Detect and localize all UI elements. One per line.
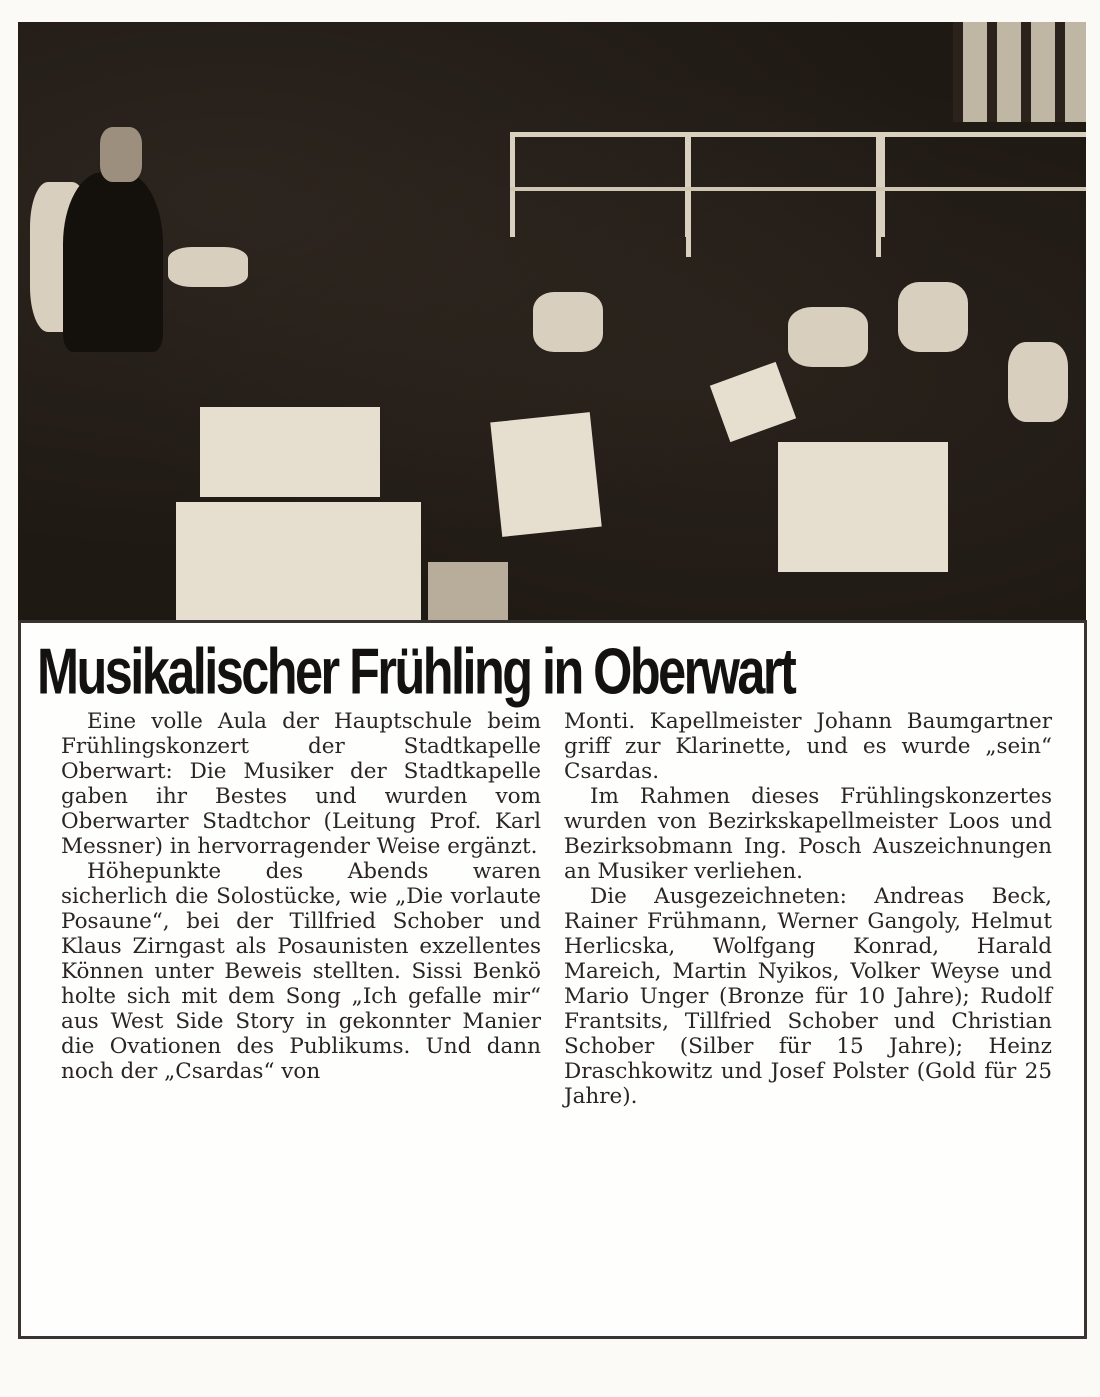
headline: Musikalischer Frühling in Oberwart bbox=[37, 635, 795, 708]
article-column-right bbox=[564, 709, 1052, 1109]
article-box bbox=[18, 620, 1087, 1339]
photo-musician bbox=[1008, 342, 1068, 422]
photo-window bbox=[686, 132, 881, 257]
paragraph: Eine volle Aula der Hauptschule beim Frühlingskonzert der Stadtkapelle Oberwart: Die Musiker der Stadtkapelle gaben ihr Bestes und wurden vom Oberwarter Stadtchor (Leitung Prof. Karl Messner) in hervorragender Weise ergänzt. bbox=[61, 709, 541, 859]
paragraph: Höhepunkte des Abends waren sicherlich die Solostücke, wie „Die vorlaute Posaune“, bei der Tillfried Schober und Klaus Zirngast als Posaunisten exzellentes Können unter Beweis stellten. Sissi Benkö holte sich mit dem Song „Ich gefalle mir“ aus West Side Story in gekonnter Manier die Ovationen des Publikums. Und dann noch der „Csardas“ von bbox=[61, 859, 541, 1084]
photo-window bbox=[510, 132, 690, 237]
photo-sheet-music bbox=[200, 407, 380, 497]
photo-window bbox=[880, 132, 1086, 237]
photo-conductor-arm bbox=[168, 247, 248, 287]
photo-window-bar bbox=[510, 187, 1086, 191]
paragraph: Die Ausgezeichneten: Andreas Beck, Rainer Frühmann, Werner Gangoly, Helmut Herlicska, Wolfgang Konrad, Harald Mareich, Martin Nyikos, Volker Weyse und Mario Unger (Bronze für 10 Jahre); Rudolf Frantsits, Tillfried Schober und Christian Schober (Silber für 15 Jahre); Heinz Draschkowitz und Josef Polster (Gold für 25 Jahre). bbox=[564, 884, 1052, 1109]
photo-sheet-music bbox=[778, 442, 948, 572]
paragraph: Monti. Kapellmeister Johann Baumgartner griff zur Klarinette, und es wurde „sein“ Csardas. bbox=[564, 709, 1052, 784]
photo-conductor-face bbox=[100, 127, 142, 182]
photo-sheet-music bbox=[176, 502, 421, 620]
photo-window-blinds bbox=[953, 22, 1086, 122]
photo-sheet-music bbox=[490, 412, 601, 537]
photo-musician bbox=[788, 307, 868, 367]
photo-conductor-vest bbox=[63, 172, 163, 352]
photo-sheet-music bbox=[428, 562, 508, 620]
article-column-left bbox=[61, 709, 541, 1084]
concert-photo bbox=[18, 22, 1086, 620]
photo-musician bbox=[898, 282, 968, 352]
photo-musician bbox=[533, 292, 603, 352]
paragraph: Im Rahmen dieses Frühlingskonzertes wurden von Bezirkskapellmeister Loos und Bezirksobmann Ing. Posch Auszeichnungen an Musiker verliehen. bbox=[564, 784, 1052, 884]
